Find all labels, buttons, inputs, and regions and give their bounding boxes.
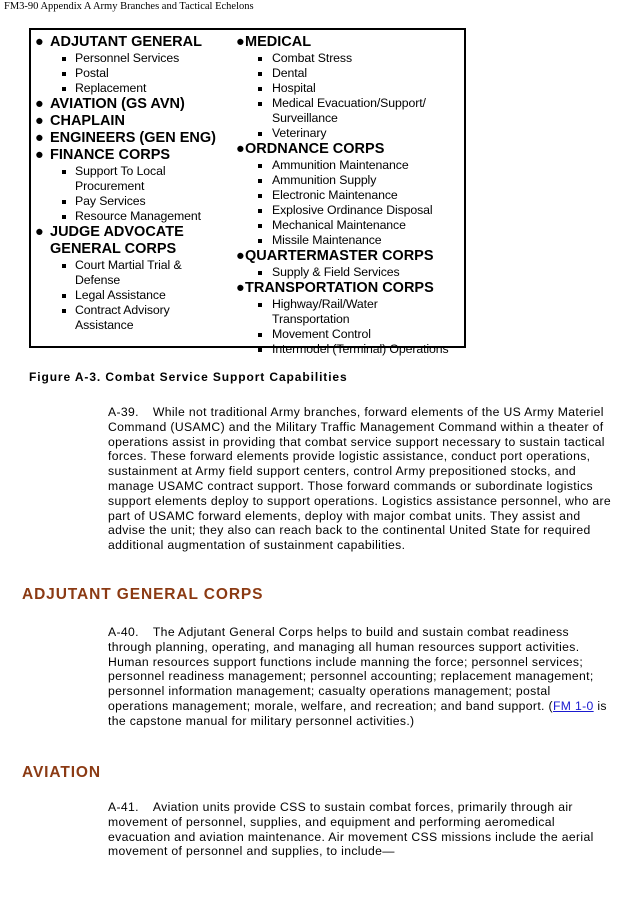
capability-text: Legal Assistance: [75, 288, 166, 302]
capability-item: [236, 218, 468, 233]
square-bullet-icon: [258, 209, 262, 213]
capability-list: [35, 258, 235, 333]
bullet-icon: ●: [236, 280, 245, 296]
bullet-icon: ●: [35, 130, 44, 146]
square-bullet-icon: [258, 194, 262, 198]
bullet-icon: ●: [236, 248, 245, 264]
capability-item: [236, 265, 468, 280]
branch-heading: [35, 224, 235, 258]
branch-heading: [35, 34, 235, 51]
capability-list: [35, 164, 235, 224]
capability-item: [35, 288, 235, 303]
capability-item: [236, 126, 468, 141]
capability-list: [236, 158, 468, 248]
capability-text: Ammunition Maintenance: [272, 158, 409, 172]
bullet-icon: ●: [35, 34, 44, 50]
capability-text: Resource Management: [75, 209, 201, 223]
capability-text: Missile Maintenance: [272, 233, 382, 247]
running-head: FM3-90 Appendix A Army Branches and Tactical Echelons: [4, 1, 254, 12]
square-bullet-icon: [62, 87, 66, 91]
capability-text: Replacement: [75, 81, 147, 95]
paragraph-text: While not traditional Army branches, forward elements of the US Army Materiel Command (USAMC) and the Military Traffic Management Command within a theater of operations assist in providing that combat service support necessary to sustain tactical forces. These forward elements provide logistic assistance, conduct port operations, sustainment at Army field support centers, control Army prepositioned stocks, and manage USAMC contract support. Those forward commands or subordinate logistics support elements deploy to support operations. Logistics assistance personnel, who are part of USAMC forward elements, deploy with major combat units. They assist and advise the unit; they also can reach back to the continental United State for required additional augmentation of sustainment capabilities.: [108, 405, 611, 553]
branch-name: FINANCE CORPS: [50, 147, 171, 163]
square-bullet-icon: [62, 294, 66, 298]
square-bullet-icon: [62, 264, 66, 268]
capability-text: Movement Control: [272, 327, 371, 341]
capability-item: [35, 81, 235, 96]
capability-text: Medical Evacuation/Support/: [272, 96, 426, 110]
square-bullet-icon: [258, 348, 262, 352]
square-bullet-icon: [258, 72, 262, 76]
branch-heading: [35, 96, 235, 113]
fm-1-0-link[interactable]: FM 1-0: [552, 698, 594, 713]
figure-right-column: [236, 34, 468, 357]
capability-text: Personnel Services: [75, 51, 180, 65]
capability-text: Assistance: [75, 318, 134, 332]
bullet-icon: ●: [35, 96, 44, 112]
branch-name: ADJUTANT GENERAL: [50, 34, 202, 50]
paragraph-a40: [108, 625, 613, 729]
capability-item: [236, 51, 468, 66]
capability-item: [35, 303, 235, 333]
capability-text: Contract Advisory: [75, 303, 170, 317]
paragraph-number: A-40.: [108, 625, 139, 639]
branch-heading: [35, 113, 235, 130]
capability-item: [35, 164, 235, 194]
square-bullet-icon: [62, 170, 66, 174]
square-bullet-icon: [258, 224, 262, 228]
capability-item: [236, 81, 468, 96]
capability-list: [236, 265, 468, 280]
square-bullet-icon: [258, 271, 262, 275]
bullet-icon: ●: [236, 34, 245, 50]
branch-heading: [236, 34, 468, 51]
branch-heading: [236, 280, 468, 297]
branch-name: CHAPLAIN: [50, 113, 125, 129]
capability-text: Mechanical Maintenance: [272, 218, 406, 232]
capability-item: [35, 194, 235, 209]
square-bullet-icon: [258, 132, 262, 136]
figure-caption: Figure A-3. Combat Service Support Capabilities: [29, 370, 348, 384]
capability-text: Procurement: [75, 179, 145, 193]
capability-text: Postal: [75, 66, 109, 80]
capability-text: Ammunition Supply: [272, 173, 377, 187]
capability-text: Hospital: [272, 81, 316, 95]
square-bullet-icon: [258, 179, 262, 183]
capability-list: [236, 297, 468, 357]
paragraph-text-end: is the capstone manual for military personnel activities.): [108, 698, 607, 728]
square-bullet-icon: [258, 87, 262, 91]
capability-item: [35, 66, 235, 81]
capability-text: Combat Stress: [272, 51, 353, 65]
square-bullet-icon: [62, 57, 66, 61]
capability-item: [236, 233, 468, 248]
square-bullet-icon: [258, 164, 262, 168]
capability-text: Intermodel (Terminal) Operations: [272, 342, 449, 356]
capability-text: Transportation: [272, 312, 350, 326]
capability-item: [236, 188, 468, 203]
capability-text: Highway/Rail/Water: [272, 297, 378, 311]
capability-item: [236, 327, 468, 342]
branch-name: QUARTERMASTER CORPS: [245, 248, 434, 264]
capability-item: [35, 209, 235, 224]
branch-heading: [35, 147, 235, 164]
paragraph-text: The Adjutant General Corps helps to build and sustain combat readiness through planning, operating, and managing all human resources support activities. Human resources support functions include manning the force; personnel services; personnel readiness management; personnel accounting; replacement management; personnel information management; casualty operations management; postal operations management; morale, welfare, and recreation; and band support. (: [108, 625, 594, 713]
branch-name: AVIATION (GS AVN): [50, 96, 185, 112]
capability-text: Defense: [75, 273, 121, 287]
capability-text: Surveillance: [272, 111, 338, 125]
branch-name: TRANSPORTATION CORPS: [245, 280, 434, 296]
capability-text: Electronic Maintenance: [272, 188, 398, 202]
paragraph-a39: [108, 405, 613, 553]
branch-name: ORDNANCE CORPS: [245, 141, 385, 157]
capability-item: [35, 51, 235, 66]
paragraph-number: A-41.: [108, 800, 139, 814]
section-heading-aviation: AVIATION: [22, 764, 101, 781]
section-heading-adjutant-general: ADJUTANT GENERAL CORPS: [22, 586, 264, 603]
capability-item: [236, 96, 468, 126]
capability-item: [236, 297, 468, 327]
branch-heading: [236, 141, 468, 158]
capability-text: Veterinary: [272, 126, 327, 140]
square-bullet-icon: [62, 200, 66, 204]
square-bullet-icon: [258, 102, 262, 106]
paragraph-a41: [108, 800, 613, 859]
capability-item: [236, 203, 468, 218]
bullet-icon: ●: [236, 141, 245, 157]
capability-text: Support To Local: [75, 164, 166, 178]
branch-name: MEDICAL: [245, 34, 312, 50]
capability-text: Supply & Field Services: [272, 265, 400, 279]
capability-item: [236, 342, 468, 357]
capability-text: Pay Services: [75, 194, 146, 208]
square-bullet-icon: [258, 239, 262, 243]
square-bullet-icon: [62, 215, 66, 219]
bullet-icon: ●: [35, 113, 44, 129]
branch-heading: [35, 130, 235, 147]
figure-left-column: [35, 34, 235, 333]
square-bullet-icon: [258, 333, 262, 337]
capability-list: [35, 51, 235, 96]
capability-list: [236, 51, 468, 141]
capability-text: Explosive Ordinance Disposal: [272, 203, 433, 217]
capability-item: [236, 66, 468, 81]
paragraph-number: A-39.: [108, 405, 139, 419]
capability-text: Court Martial Trial &: [75, 258, 182, 272]
branch-name: JUDGE ADVOCATE: [50, 224, 184, 240]
square-bullet-icon: [62, 309, 66, 313]
branch-name: ENGINEERS (GEN ENG): [50, 130, 216, 146]
square-bullet-icon: [62, 72, 66, 76]
square-bullet-icon: [258, 57, 262, 61]
paragraph-text: Aviation units provide CSS to sustain combat forces, primarily through air movement of personnel, supplies, and equipment and performing aeromedical evacuation and aviation maintenance. Air movement CSS missions include the aerial movement of personnel and supplies, to include—: [108, 800, 594, 859]
bullet-icon: ●: [35, 224, 44, 240]
capability-item: [35, 258, 235, 288]
branch-name-line2: GENERAL CORPS: [50, 241, 177, 257]
bullet-icon: ●: [35, 147, 44, 163]
capability-item: [236, 173, 468, 188]
square-bullet-icon: [258, 303, 262, 307]
branch-heading: [236, 248, 468, 265]
capability-item: [236, 158, 468, 173]
capability-text: Dental: [272, 66, 307, 80]
figure-css-capabilities: [29, 28, 466, 356]
